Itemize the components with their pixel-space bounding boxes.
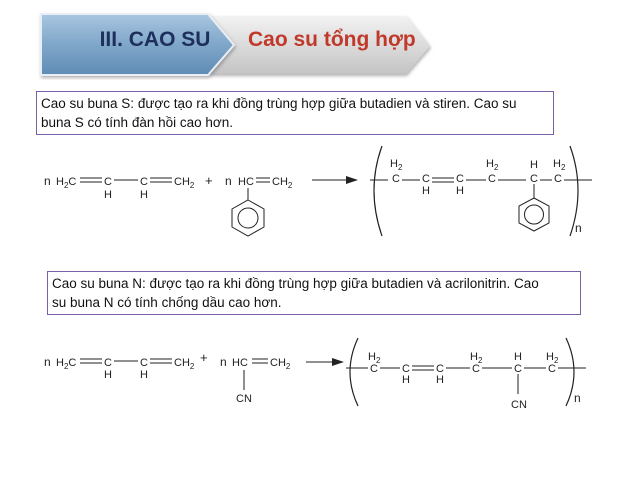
benzene-ring <box>232 200 264 236</box>
atom-c2: C <box>140 357 148 369</box>
coef-n: n <box>44 355 51 369</box>
reaction-arrow <box>306 358 344 366</box>
left-bracket <box>374 146 382 236</box>
buna-n-line-2: su buna N có tính chống dầu cao hơn. <box>52 295 282 310</box>
atom-h2: H <box>140 189 148 201</box>
h2-label-2: $H_2$ <box>486 158 499 172</box>
h2-label-3: $H_2$ <box>553 158 566 172</box>
p-c3: C <box>456 173 464 185</box>
buna-s-equation <box>0 140 638 250</box>
h2-label-1: $H_2$ <box>390 158 403 172</box>
buna-n-line-1: Cao su buna N: được tạo ra khi đồng trùng hợp giữa butadien và acrilonitrin. Cao <box>52 276 539 291</box>
atom-ch2: $CH_2$ <box>174 176 195 190</box>
atom-c1: C <box>104 357 112 369</box>
polymer-n: n <box>575 221 582 235</box>
header-banner <box>38 8 433 80</box>
topic-tab-label: Cao su tổng hợp <box>248 28 416 51</box>
p-cn: CN <box>511 399 527 411</box>
p-h1: H <box>402 374 410 386</box>
atom-c2: C <box>140 176 148 188</box>
buna-n-equation <box>0 336 638 416</box>
atom-hc: HC <box>238 176 254 188</box>
p-c3: C <box>436 363 444 375</box>
p-c5: C <box>514 363 522 375</box>
p-c6: C <box>554 173 562 185</box>
atom-h2c: $H_2C$ <box>56 176 77 190</box>
p-h3: H <box>514 351 522 363</box>
atom-h2: H <box>140 369 148 381</box>
atom-h1: H <box>104 189 112 201</box>
plus-sign: + <box>200 350 208 365</box>
atom-cn: CN <box>236 393 252 405</box>
p-h3: H <box>530 159 538 171</box>
coef-n: n <box>44 174 51 188</box>
atom-c1: C <box>104 176 112 188</box>
coef-n-2: n <box>220 355 227 369</box>
plus-sign: + <box>205 173 213 188</box>
atom-h2c: $H_2C$ <box>56 357 77 371</box>
product-benzene-ring <box>519 198 549 231</box>
buna-s-line-2: buna S có tính đàn hồi cao hơn. <box>41 115 233 130</box>
section-tab-label: III. CAO SU <box>99 28 211 51</box>
p-c6: C <box>548 363 556 375</box>
buna-s-line-1: Cao su buna S: được tạo ra khi đồng trùng hợp giữa butadien và stiren. Cao su <box>41 96 517 111</box>
p-c5: C <box>530 173 538 185</box>
polymer-n: n <box>574 391 581 405</box>
p-h2: H <box>456 185 464 197</box>
h2-label-2: $H_2$ <box>470 351 483 365</box>
atom-ch2: $CH_2$ <box>174 357 195 371</box>
p-h2: H <box>436 374 444 386</box>
p-c4: C <box>472 363 480 375</box>
buna-n-description <box>47 271 581 315</box>
p-c1: C <box>392 173 400 185</box>
atom-ch2-b: $CH_2$ <box>272 176 293 190</box>
atom-ch2-b: $CH_2$ <box>270 357 291 371</box>
p-c2: C <box>402 363 410 375</box>
coef-n-2: n <box>225 174 232 188</box>
p-c2: C <box>422 173 430 185</box>
p-h1: H <box>422 185 430 197</box>
right-bracket <box>566 338 574 406</box>
p-c1: C <box>370 363 378 375</box>
h2-label-1: $H_2$ <box>368 351 381 365</box>
buna-s-description <box>36 91 554 135</box>
reaction-arrow <box>312 176 358 184</box>
p-c4: C <box>488 173 496 185</box>
h2-label-3: $H_2$ <box>546 351 559 365</box>
left-bracket <box>350 338 358 406</box>
atom-hc: HC <box>232 357 248 369</box>
atom-h1: H <box>104 369 112 381</box>
